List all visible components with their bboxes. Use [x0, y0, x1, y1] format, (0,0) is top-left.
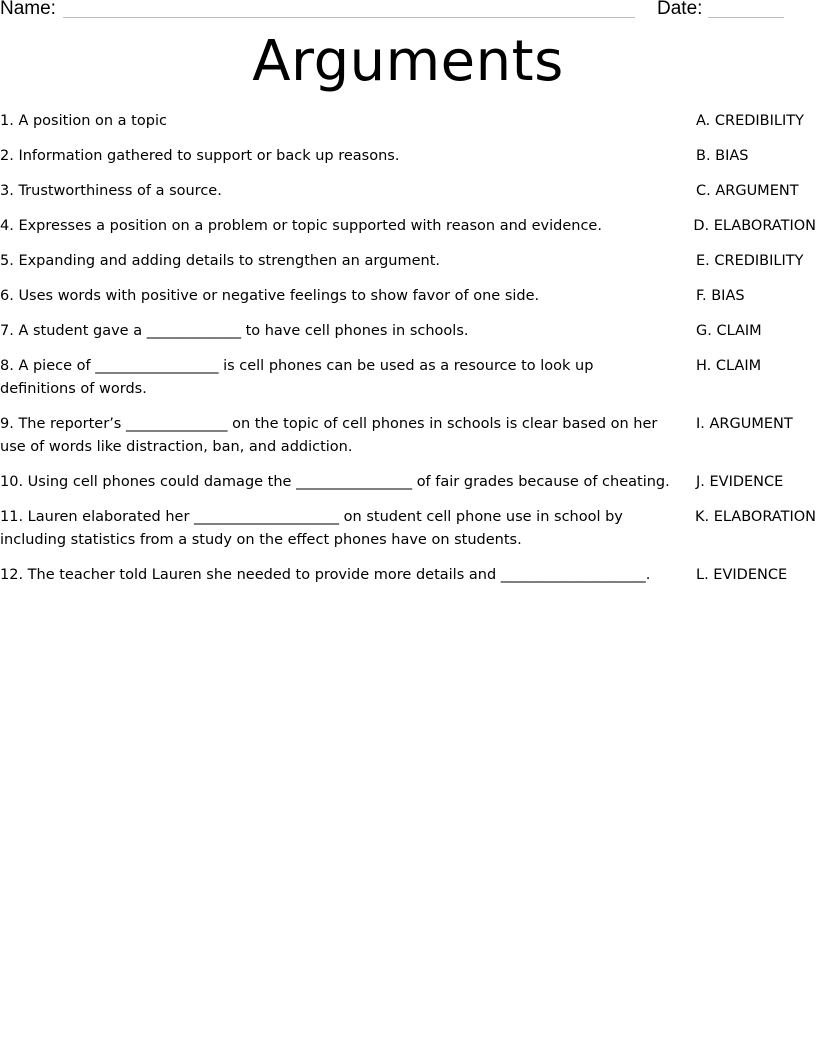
name-label: Name: [0, 0, 56, 19]
quiz-item [0, 215, 816, 238]
question-text: 10. Using cell phones could damage the ________________ of fair grades because of cheating. [0, 474, 670, 490]
quiz-item [0, 320, 816, 343]
answer-option: A. CREDIBILITY [696, 113, 804, 129]
question-text: 9. The reporter’s ______________ on the topic of cell phones in schools is clear based on her use of words like distraction, ban, and addiction. [0, 416, 658, 455]
quiz-item [0, 564, 816, 587]
answer-option: E. CREDIBILITY [696, 253, 804, 269]
quiz-item [0, 285, 816, 308]
quiz-item [0, 250, 816, 273]
worksheet-header [0, 0, 816, 24]
quiz-item [0, 506, 816, 552]
question-text: 1. A position on a topic [0, 113, 167, 129]
quiz-item [0, 413, 816, 459]
question-text: 6. Uses words with positive or negative feelings to show favor of one side. [0, 288, 540, 304]
question-text: 7. A student gave a _____________ to have cell phones in schools. [0, 323, 469, 339]
quiz-item [0, 180, 816, 203]
answer-option: C. ARGUMENT [696, 183, 799, 199]
question-text: 2. Information gathered to support or back up reasons. [0, 148, 400, 164]
question-text: 3. Trustworthiness of a source. [0, 183, 222, 199]
question-text: 12. The teacher told Lauren she needed to provide more details and ____________________. [0, 567, 651, 583]
answer-option: L. EVIDENCE [696, 567, 788, 583]
answer-option: J. EVIDENCE [696, 474, 784, 490]
question-text: 4. Expresses a position on a problem or topic supported with reason and evidence. [0, 218, 602, 234]
date-field-line[interactable] [708, 17, 784, 18]
answer-option: I. ARGUMENT [696, 416, 793, 432]
question-text: 11. Lauren elaborated her ____________________ on student cell phone use in school by including statistics from a study on the effect phones have on students. [0, 509, 623, 548]
quiz-item [0, 355, 816, 401]
quiz-item [0, 110, 816, 133]
quiz-item [0, 145, 816, 168]
answer-option: G. CLAIM [696, 323, 762, 339]
matching-quiz [0, 110, 816, 599]
date-label: Date: [657, 0, 703, 19]
quiz-item [0, 471, 816, 494]
question-text: 8. A piece of _________________ is cell phones can be used as a resource to look up definitions of words. [0, 358, 594, 397]
question-text: 5. Expanding and adding details to strengthen an argument. [0, 253, 440, 269]
answer-option: H. CLAIM [696, 358, 762, 374]
answer-option: F. BIAS [696, 288, 745, 304]
answer-option: B. BIAS [696, 148, 749, 164]
name-field-line[interactable] [63, 17, 635, 18]
answer-option: K. ELABORATION [695, 509, 816, 525]
page-title: Arguments [252, 29, 564, 94]
answer-option: D. ELABORATION [693, 218, 816, 234]
